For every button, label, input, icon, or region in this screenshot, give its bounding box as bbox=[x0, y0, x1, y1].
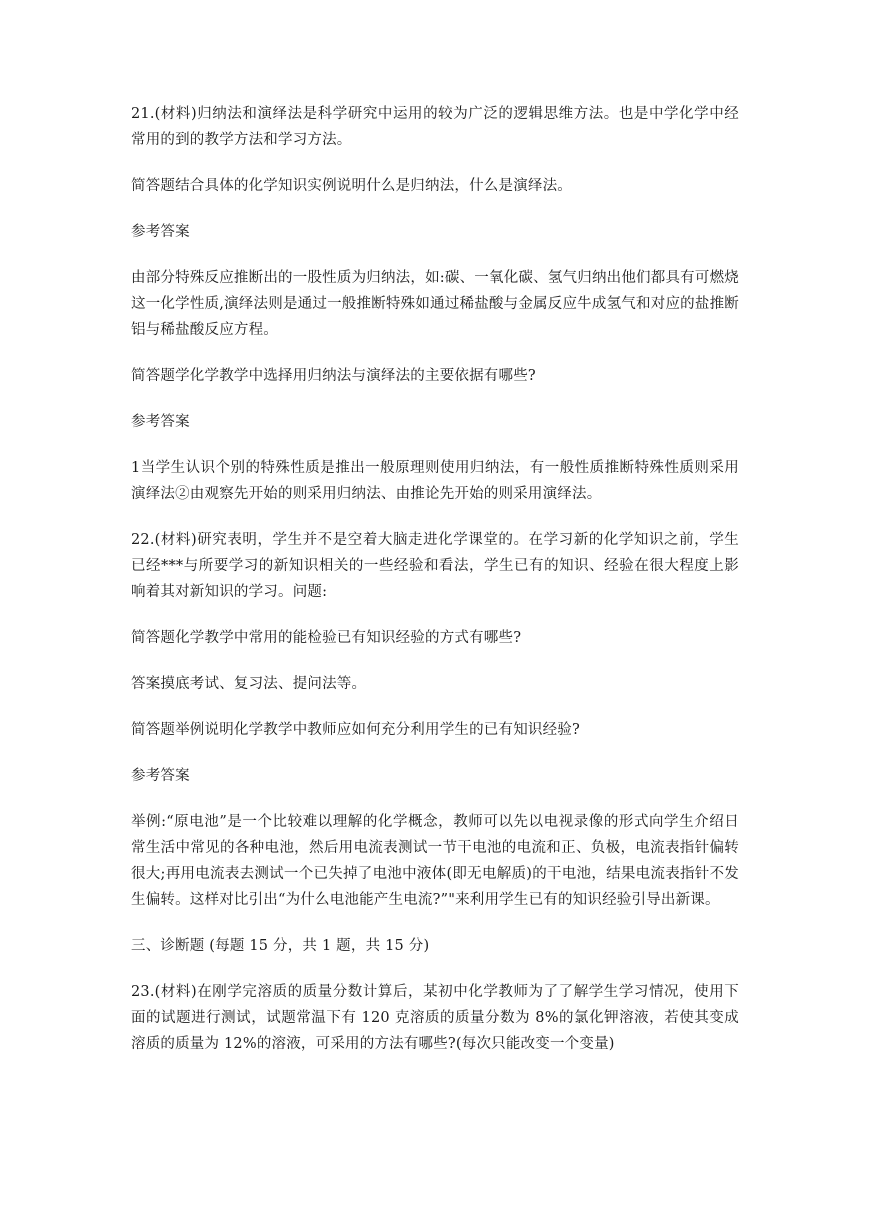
question-23-material: 23.(材料)在刚学完溶质的质量分数计算后，某初中化学教师为了了解学生学习情况，使用下面的试题进行测试，试题常温下有 120 克溶质的质量分数为 8%的氯化钾溶液，若使其变成溶质的质量为 12%的溶液，可采用的方法有哪些?(每次只能改变一个变量) bbox=[131, 984, 739, 1052]
answer-21-1: 由部分特殊反应推断出的一股性质为归纳法，如:碳、一氧化碳、氢气归纳出他们都具有可燃烧这一化学性质,演绎法则是通过一般推断特殊如通过稀盐酸与金属反应牛成氢气和对应的盐推断铝与稀盐酸反应方程。 bbox=[131, 270, 739, 338]
reference-answer-heading: 参考答案 bbox=[131, 768, 190, 784]
document-body bbox=[131, 101, 739, 1077]
section-heading-diagnosis: 三、诊断题 (每题 15 分，共 1 题，共 15 分) bbox=[131, 938, 430, 954]
question-21-material: 21.(材料)归纳法和演绎法是科学研究中运用的较为广泛的逻辑思维方法。也是中学化学中经常用的到的教学方法和学习方法。 bbox=[131, 106, 739, 148]
answer-22-2: 举例:“原电池”是一个比较难以理解的化学概念，教师可以先以电视录像的形式向学生介绍日常生活中常见的各种电池，然后用电流表测试一节干电池的电流和正、负极，电流表指针偏转很大;再用电流表去测试一个已失掉了电池中液体(即无电解质)的干电池，结果电流表指针不发生偏转。这样对比引出“为什么电池能产生电流?”"来利用学生已有的知识经验引导出新课。 bbox=[131, 814, 739, 908]
answer-21-2: 1当学生认识个别的特殊性质是推出一般原理则使用归纳法，有一般性质推断特殊性质则采用演绎法②由观察先开始的则采用归纳法、由推论先开始的则采用演绎法。 bbox=[131, 460, 739, 502]
question-22-material: 22.(材料)研究表明，学生并不是空着大脑走进化学课堂的。在学习新的化学知识之前，学生已经***与所要学习的新知识相关的一些经验和看法，学生已有的知识、经验在很大程度上影响着其对新知识的学习。问题: bbox=[131, 532, 739, 600]
question-22-subquestion-2: 简答题举例说明化学教学中教师应如何充分利用学生的已有知识经验? bbox=[131, 722, 580, 738]
reference-answer-heading: 参考答案 bbox=[131, 224, 190, 240]
answer-22-1: 答案摸底考试、复习法、提问法等。 bbox=[131, 676, 367, 692]
question-22-subquestion-1: 简答题化学教学中常用的能检验已有知识经验的方式有哪些? bbox=[131, 630, 522, 646]
reference-answer-heading: 参考答案 bbox=[131, 414, 190, 430]
question-21-subquestion-2: 简答题学化学教学中选择用归纳法与演绎法的主要依据有哪些? bbox=[131, 368, 536, 384]
question-21-subquestion-1: 简答题结合具体的化学知识实例说明什么是归纳法，什么是演绎法。 bbox=[131, 178, 572, 194]
